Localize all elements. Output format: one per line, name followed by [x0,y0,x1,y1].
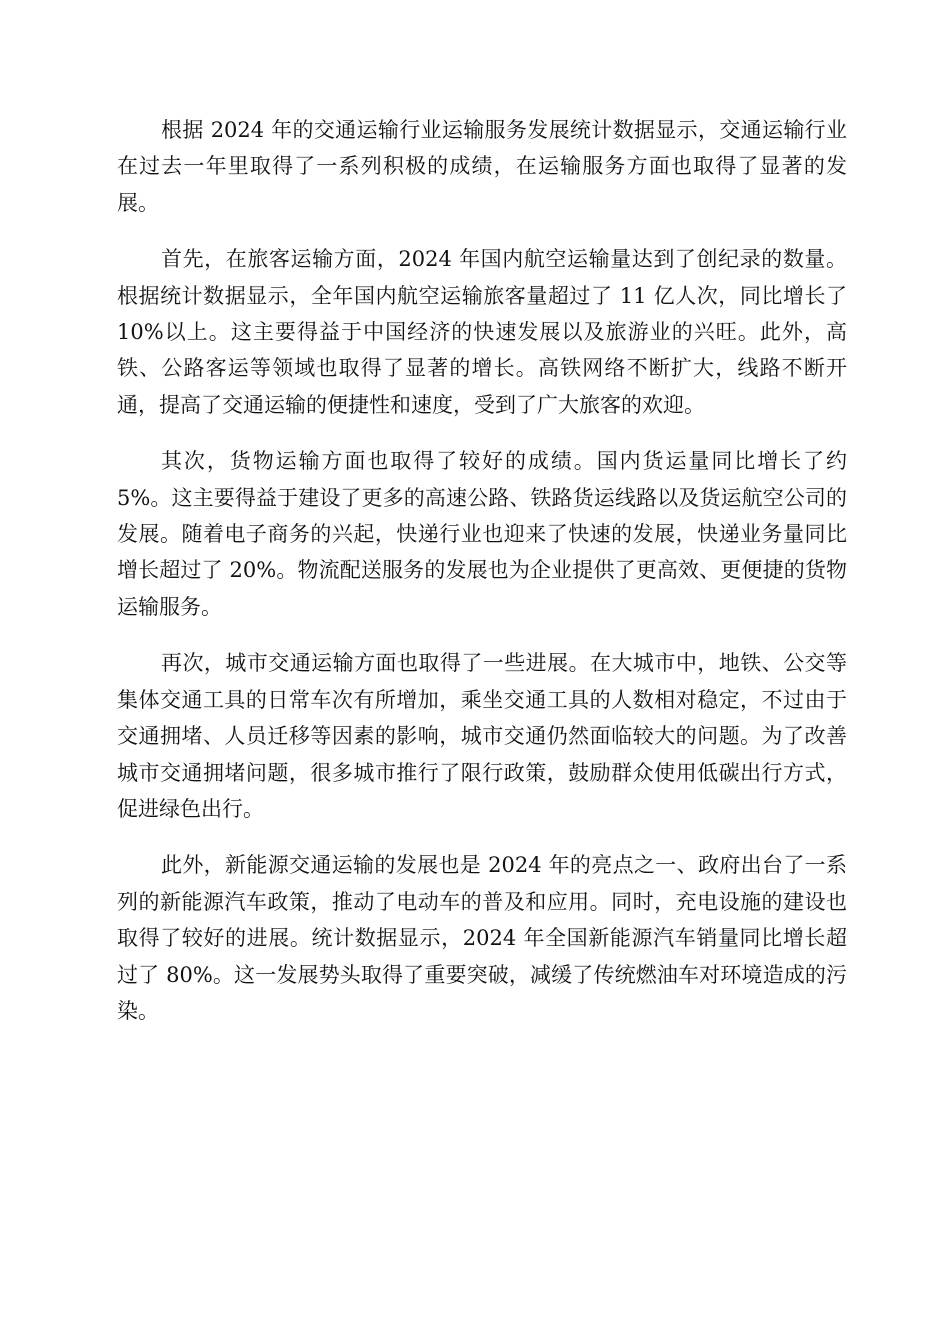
paragraph-passenger-transport: 首先，在旅客运输方面，2024 年国内航空运输量达到了创纪录的数量。根据统计数据显示，全年国内航空运输旅客量超过了 11 亿人次，同比增长了 10%以上。这主要得益于中国经济的快速发展以及旅游业的兴旺。此外，高铁、公路客运等领域也取得了显著的增长。高铁网络不断扩大，线路不断开通，提高了交通运输的便捷性和速度，受到了广大旅客的欢迎。 [117,247,847,417]
paragraph-freight-transport: 其次，货物运输方面也取得了较好的成绩。国内货运量同比增长了约 5%。这主要得益于建设了更多的高速公路、铁路货运线路以及货运航空公司的发展。随着电子商务的兴起，快递行业也迎来了快速的发展，快递业务量同比增长超过了 20%。物流配送服务的发展也为企业提供了更高效、更便捷的货物运输服务。 [117,449,847,619]
paragraph-intro: 根据 2024 年的交通运输行业运输服务发展统计数据显示，交通运输行业在过去一年里取得了一系列积极的成绩，在运输服务方面也取得了显著的发展。 [117,118,847,215]
paragraph-urban-transport: 再次，城市交通运输方面也取得了一些进展。在大城市中，地铁、公交等集体交通工具的日常车次有所增加，乘坐交通工具的人数相对稳定，不过由于交通拥堵、人员迁移等因素的影响，城市交通仍然面临较大的问题。为了改善城市交通拥堵问题，很多城市推行了限行政策，鼓励群众使用低碳出行方式，促进绿色出行。 [117,651,847,821]
document-body [117,112,847,1049]
paragraph-new-energy: 此外，新能源交通运输的发展也是 2024 年的亮点之一、政府出台了一系列的新能源汽车政策，推动了电动车的普及和应用。同时，充电设施的建设也取得了较好的进展。统计数据显示，2024 年全国新能源汽车销量同比增长超过了 80%。这一发展势头取得了重要突破，减缓了传统燃油车对环境造成的污染。 [117,853,847,1023]
